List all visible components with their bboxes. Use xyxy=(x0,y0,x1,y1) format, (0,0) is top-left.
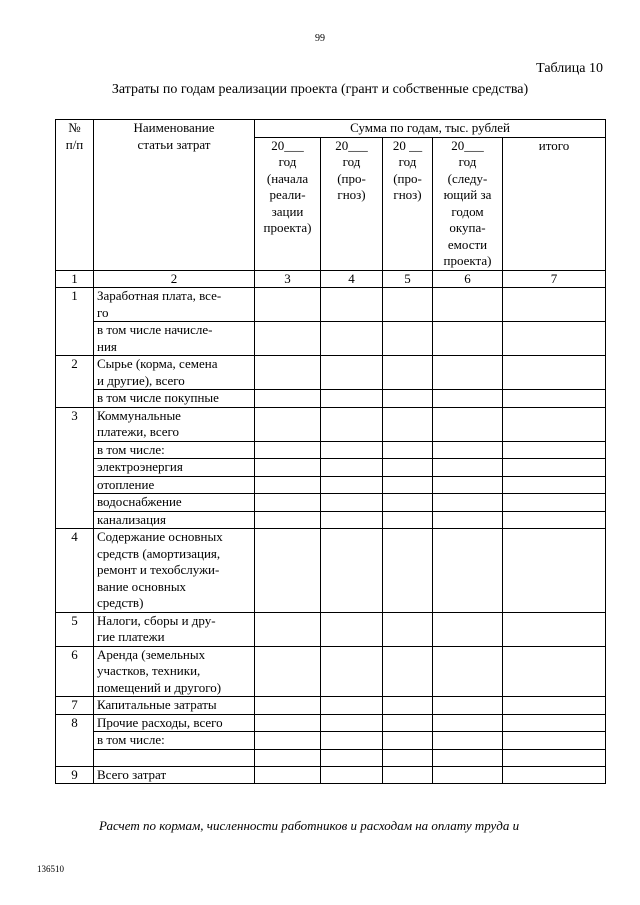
value-cell xyxy=(433,459,503,477)
page-number: 99 xyxy=(315,33,325,44)
value-cell xyxy=(321,441,383,459)
row-item-name xyxy=(94,749,255,766)
value-cell xyxy=(503,441,606,459)
value-cell xyxy=(503,732,606,750)
table-row xyxy=(56,441,606,459)
value-cell xyxy=(433,356,503,390)
row-item-name: Налоги, сборы и дру- гие платежи xyxy=(94,612,255,646)
value-cell xyxy=(383,511,433,529)
value-cell xyxy=(383,407,433,441)
value-cell xyxy=(255,529,321,613)
table-row xyxy=(56,356,606,390)
value-cell xyxy=(383,459,433,477)
value-cell xyxy=(321,407,383,441)
table-row xyxy=(56,646,606,697)
row-number: 9 xyxy=(56,766,94,784)
costs-table xyxy=(55,119,606,784)
value-cell xyxy=(255,322,321,356)
value-cell xyxy=(503,407,606,441)
header-name-cell xyxy=(94,120,255,271)
value-cell xyxy=(503,612,606,646)
value-cell xyxy=(321,322,383,356)
value-cell xyxy=(321,529,383,613)
value-cell xyxy=(383,732,433,750)
value-cell xyxy=(383,749,433,766)
header-year2-cell xyxy=(321,137,383,270)
row-item-name: Капитальные затраты xyxy=(94,697,255,715)
row-number: 2 xyxy=(56,356,94,408)
value-cell xyxy=(321,714,383,732)
table-row xyxy=(56,476,606,494)
value-cell xyxy=(503,476,606,494)
row-item-name: в том числе: xyxy=(94,441,255,459)
header-year1: 20___ год (начала реали- зации проекта) xyxy=(263,137,312,235)
value-cell xyxy=(383,441,433,459)
value-cell xyxy=(321,646,383,697)
value-cell xyxy=(255,714,321,732)
value-cell xyxy=(383,476,433,494)
value-cell xyxy=(433,529,503,613)
table-row xyxy=(56,511,606,529)
value-cell xyxy=(503,529,606,613)
table-row xyxy=(56,732,606,750)
value-cell xyxy=(321,356,383,390)
value-cell xyxy=(321,766,383,784)
column-number: 4 xyxy=(321,270,383,288)
value-cell xyxy=(433,407,503,441)
value-cell xyxy=(503,356,606,390)
value-cell xyxy=(433,511,503,529)
table-row xyxy=(56,494,606,512)
value-cell xyxy=(255,494,321,512)
row-number: 6 xyxy=(56,646,94,697)
value-cell xyxy=(433,766,503,784)
header-year4: 20___ год (следу- ющий за годом окупа- емости проекта) xyxy=(443,137,492,268)
row-item-name: в том числе: xyxy=(94,732,255,750)
column-number: 2 xyxy=(94,270,255,288)
document-title: Затраты по годам реализации проекта (грант и собственные средства) xyxy=(111,82,529,97)
table-row xyxy=(56,407,606,441)
row-number: 5 xyxy=(56,612,94,646)
header-sum-group-cell xyxy=(255,120,606,138)
value-cell xyxy=(255,476,321,494)
value-cell xyxy=(255,459,321,477)
row-item-name: в том числе покупные xyxy=(94,390,255,408)
value-cell xyxy=(255,766,321,784)
row-item-name: Коммунальные платежи, всего xyxy=(94,407,255,441)
table-row xyxy=(56,459,606,477)
value-cell xyxy=(503,288,606,322)
row-number: 4 xyxy=(56,529,94,613)
value-cell xyxy=(321,697,383,715)
header-year2: 20___ год (про- гноз) xyxy=(335,137,368,202)
value-cell xyxy=(255,749,321,766)
value-cell xyxy=(255,732,321,750)
value-cell xyxy=(255,612,321,646)
value-cell xyxy=(255,407,321,441)
value-cell xyxy=(321,732,383,750)
value-cell xyxy=(433,612,503,646)
row-item-name: Сырье (корма, семена и другие), всего xyxy=(94,356,255,390)
footer-text: Расчет по кормам, численности работников и расходам на оплату труда и xyxy=(99,818,520,833)
value-cell xyxy=(503,697,606,715)
value-cell xyxy=(433,476,503,494)
value-cell xyxy=(255,441,321,459)
row-item-name: Содержание основных средств (амортизация, ремонт и техобслужи- вание основных средств) xyxy=(94,529,255,613)
row-number: 8 xyxy=(56,714,94,766)
value-cell xyxy=(383,390,433,408)
value-cell xyxy=(383,356,433,390)
table-row xyxy=(56,749,606,766)
header-sum-group: Сумма по годам, тыс. рублей xyxy=(350,120,510,135)
header-year4-cell xyxy=(433,137,503,270)
table-header xyxy=(56,120,606,288)
row-item-name: Аренда (земельных участков, техники, помещений и другого) xyxy=(94,646,255,697)
column-number: 6 xyxy=(433,270,503,288)
value-cell xyxy=(255,390,321,408)
header-number-cell xyxy=(56,120,94,271)
value-cell xyxy=(433,732,503,750)
row-number: 3 xyxy=(56,407,94,529)
value-cell xyxy=(383,646,433,697)
row-item-name: Прочие расходы, всего xyxy=(94,714,255,732)
table-row xyxy=(56,714,606,732)
header-year3-cell xyxy=(383,137,433,270)
value-cell xyxy=(433,494,503,512)
value-cell xyxy=(503,714,606,732)
document-code: 136510 xyxy=(37,864,64,874)
value-cell xyxy=(321,459,383,477)
row-item-name: электроэнергия xyxy=(94,459,255,477)
column-number: 1 xyxy=(56,270,94,288)
value-cell xyxy=(433,646,503,697)
column-numbers-row xyxy=(56,270,606,288)
column-number: 7 xyxy=(503,270,606,288)
row-number: 7 xyxy=(56,697,94,715)
value-cell xyxy=(321,476,383,494)
value-cell xyxy=(255,646,321,697)
column-number: 3 xyxy=(255,270,321,288)
value-cell xyxy=(433,322,503,356)
header-year1-cell xyxy=(255,137,321,270)
row-item-name: в том числе начисле- ния xyxy=(94,322,255,356)
table-row xyxy=(56,322,606,356)
value-cell xyxy=(383,714,433,732)
value-cell xyxy=(383,612,433,646)
value-cell xyxy=(503,511,606,529)
value-cell xyxy=(503,322,606,356)
value-cell xyxy=(433,441,503,459)
row-item-name: Заработная плата, все- го xyxy=(94,288,255,322)
header-total: итого xyxy=(538,137,570,153)
value-cell xyxy=(383,322,433,356)
row-item-name: Всего затрат xyxy=(94,766,255,784)
table-row xyxy=(56,697,606,715)
value-cell xyxy=(433,288,503,322)
value-cell xyxy=(503,390,606,408)
value-cell xyxy=(383,697,433,715)
value-cell xyxy=(433,714,503,732)
value-cell xyxy=(503,749,606,766)
column-number: 5 xyxy=(383,270,433,288)
value-cell xyxy=(321,749,383,766)
value-cell xyxy=(433,697,503,715)
value-cell xyxy=(321,612,383,646)
value-cell xyxy=(433,749,503,766)
value-cell xyxy=(321,390,383,408)
table-row xyxy=(56,390,606,408)
value-cell xyxy=(503,646,606,697)
header-name: Наименование статьи затрат xyxy=(133,120,215,152)
header-number: № п/п xyxy=(65,120,84,152)
table-row xyxy=(56,288,606,322)
table-row xyxy=(56,529,606,613)
row-item-name: отопление xyxy=(94,476,255,494)
table-label: Таблица 10 xyxy=(536,61,603,76)
table-body xyxy=(56,288,606,784)
value-cell xyxy=(321,494,383,512)
table-row xyxy=(56,612,606,646)
value-cell xyxy=(503,494,606,512)
value-cell xyxy=(383,529,433,613)
value-cell xyxy=(503,766,606,784)
header-total-cell xyxy=(503,137,606,270)
table-row xyxy=(56,766,606,784)
value-cell xyxy=(255,356,321,390)
value-cell xyxy=(321,511,383,529)
header-year3: 20 __ год (про- гноз) xyxy=(392,137,423,202)
row-item-name: водоснабжение xyxy=(94,494,255,512)
value-cell xyxy=(383,288,433,322)
value-cell xyxy=(255,697,321,715)
value-cell xyxy=(503,459,606,477)
row-number: 1 xyxy=(56,288,94,356)
value-cell xyxy=(383,494,433,512)
value-cell xyxy=(321,288,383,322)
value-cell xyxy=(433,390,503,408)
value-cell xyxy=(255,288,321,322)
row-item-name: канализация xyxy=(94,511,255,529)
value-cell xyxy=(255,511,321,529)
value-cell xyxy=(383,766,433,784)
